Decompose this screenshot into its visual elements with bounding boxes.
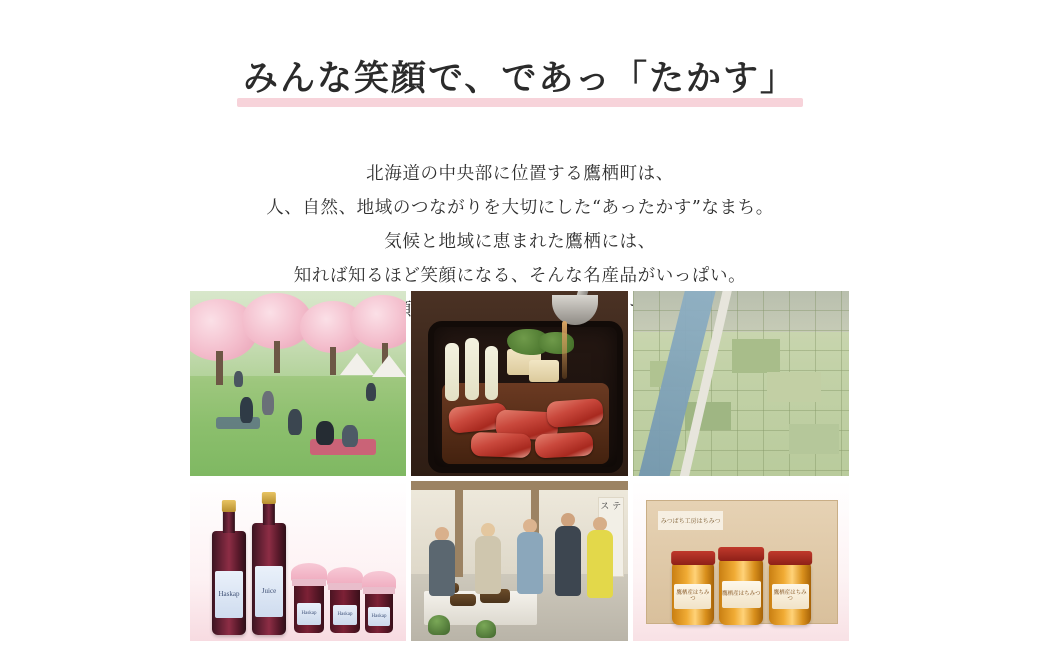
beef-slice xyxy=(534,432,593,459)
photo-aerial-farmland xyxy=(633,291,849,476)
person-head xyxy=(481,523,495,537)
person-body xyxy=(517,532,543,594)
juice-bottle xyxy=(252,523,286,635)
gallery-row-bottom xyxy=(190,481,850,641)
page-title-area xyxy=(0,0,1040,131)
tree-trunk xyxy=(274,341,280,373)
honey-jar xyxy=(672,563,714,625)
honey-jar-lid xyxy=(719,547,765,561)
intro-line: 人、自然、地域のつながりを大切にした“あったかす”なまち。 xyxy=(266,197,774,218)
jar-ribbon xyxy=(292,579,327,586)
jar-ribbon xyxy=(328,583,363,590)
market-customer xyxy=(551,513,585,631)
leek-slice xyxy=(465,338,479,400)
field-patch xyxy=(789,424,839,454)
gallery-row-top xyxy=(190,291,850,476)
person-head xyxy=(593,517,607,531)
leek-slice xyxy=(445,343,459,401)
bottle-cap xyxy=(222,500,236,512)
honey-jar-lid xyxy=(768,551,812,565)
bottle-label: Haskap xyxy=(215,571,244,619)
intro-line: 気候と地域に恵まれた鷹栖には、 xyxy=(384,231,656,252)
juice-bottle xyxy=(212,531,246,635)
honey-jar xyxy=(719,559,763,625)
park-visitor xyxy=(234,371,243,387)
photo-farmers-market-stall xyxy=(411,481,628,641)
beef-slice xyxy=(547,398,605,428)
bottle-neck xyxy=(263,501,275,525)
beef-slice xyxy=(470,432,531,458)
title-underline-highlight xyxy=(237,98,803,107)
picnic-mat xyxy=(216,417,260,429)
person-head xyxy=(561,513,575,527)
intro-line: 北海道の中央部に位置する鷹栖町は、 xyxy=(366,163,674,184)
photo-gallery xyxy=(190,291,850,641)
park-visitor xyxy=(316,421,334,445)
tofu-block xyxy=(529,360,559,382)
leek-slice xyxy=(485,346,498,400)
market-staff xyxy=(427,527,457,627)
person-body xyxy=(429,540,455,596)
bottle-cap xyxy=(262,492,276,504)
person-body xyxy=(587,530,613,598)
jar-ribbon xyxy=(363,587,395,594)
photo-haskap-juice-bottles xyxy=(190,481,406,641)
park-visitor xyxy=(342,425,358,447)
honey-jar-label: 鷹栖産はちみつ xyxy=(674,584,711,609)
field-patch xyxy=(732,339,780,373)
leafy-greens xyxy=(538,332,574,354)
tree-trunk xyxy=(216,351,223,385)
picnic-tent xyxy=(340,353,374,375)
person-head xyxy=(435,527,449,541)
park-visitor xyxy=(240,397,253,423)
photo-sukiyaki-hot-pot xyxy=(411,291,628,476)
honey-jar-label: 鷹栖産はちみつ xyxy=(772,584,809,609)
market-customer xyxy=(515,519,545,627)
market-customer xyxy=(583,517,617,633)
park-visitor xyxy=(288,409,302,435)
page-title xyxy=(237,57,803,107)
person-head xyxy=(523,519,537,533)
honey-jar xyxy=(769,563,811,625)
intro-line: 知れば知るほど笑顔になる、そんな名産品がいっぱい。 xyxy=(293,266,747,286)
honey-jar-label: 鷹栖産はちみつ xyxy=(722,581,761,607)
park-visitor xyxy=(262,391,274,415)
haskap-jar xyxy=(294,575,324,633)
bottle-neck xyxy=(223,509,235,533)
photo-honey-jars-gift-box xyxy=(633,481,849,641)
person-body xyxy=(475,536,501,594)
haskap-jar xyxy=(330,579,360,633)
photo-cherry-blossom-park xyxy=(190,291,406,476)
person-body xyxy=(555,526,581,596)
page-title-text: みんな笑顔で、であっ「たかす」 xyxy=(243,58,797,100)
roof-beam xyxy=(411,481,628,490)
tree-trunk xyxy=(330,347,336,375)
market-staff xyxy=(473,523,503,627)
gift-box-label: みつばち工房はちみつ xyxy=(658,511,723,530)
bottle-label: Juice xyxy=(255,566,284,618)
jar-label: Haskap xyxy=(333,605,357,626)
jar-label: Haskap xyxy=(368,607,390,626)
picnic-tent xyxy=(372,355,406,377)
field-patch xyxy=(767,372,821,402)
stall-sign: ス テ xyxy=(598,497,624,577)
haskap-jar xyxy=(365,583,393,633)
broth-pour-stream xyxy=(562,321,567,379)
park-visitor xyxy=(366,383,376,401)
jar-label: Haskap xyxy=(297,603,321,625)
iron-pan xyxy=(428,321,622,474)
honey-jar-lid xyxy=(671,551,715,565)
